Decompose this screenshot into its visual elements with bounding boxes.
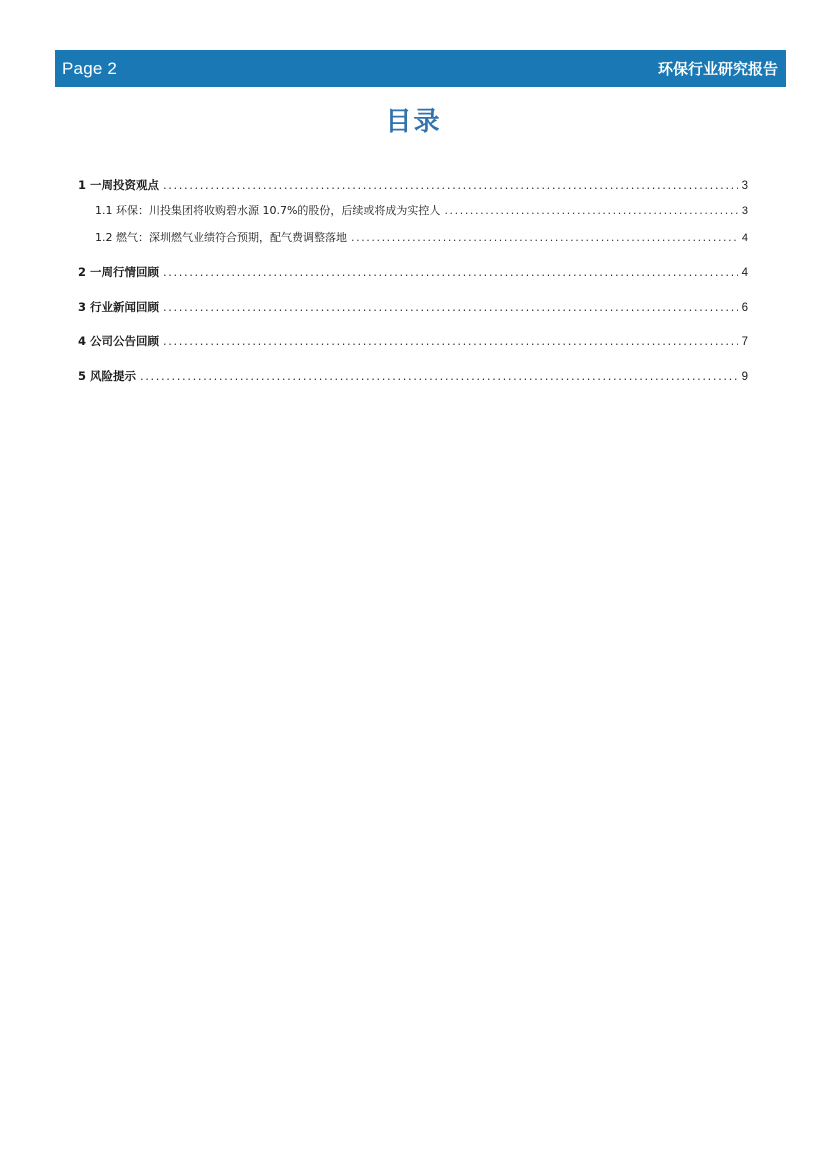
toc-dot-leader <box>351 229 738 247</box>
toc-entry-page: 3 <box>741 205 748 217</box>
toc-entry-page: 4 <box>741 232 748 244</box>
toc-entry-4[interactable] <box>78 332 748 350</box>
toc-entry-1-2[interactable] <box>95 229 748 247</box>
toc-dot-leader <box>140 367 738 385</box>
toc-dot-leader <box>444 202 737 220</box>
toc-entry-page: 6 <box>741 302 748 314</box>
toc-entry-title: 5 风险提示 <box>78 369 137 383</box>
toc-entry-title: 1.1 环保：川投集团将收购碧水源 10.7%的股份，后续或将成为实控人 <box>95 204 441 217</box>
toc-entry-page: 4 <box>741 267 748 279</box>
toc-entry-title: 4 公司公告回顾 <box>78 334 160 348</box>
toc-entry-title: 1.2 燃气：深圳燃气业绩符合预期，配气费调整落地 <box>95 231 347 244</box>
toc-entry-title: 1 一周投资观点 <box>78 178 160 192</box>
toc-entry-5[interactable] <box>78 367 748 385</box>
toc-entry-title: 3 行业新闻回顾 <box>78 300 160 314</box>
toc-dot-leader <box>163 263 738 281</box>
toc-entry-1-1[interactable] <box>95 202 748 220</box>
toc-dot-leader <box>163 176 738 194</box>
page-header-bar <box>55 50 786 87</box>
toc-entry-page: 7 <box>741 336 748 348</box>
toc-entry-3[interactable] <box>78 298 748 316</box>
toc-dot-leader <box>163 298 738 316</box>
toc-entry-2[interactable] <box>78 263 748 281</box>
toc-entry-page: 9 <box>741 371 748 383</box>
toc-entry-title: 2 一周行情回顾 <box>78 265 160 279</box>
toc-entry-page: 3 <box>741 180 748 192</box>
toc-heading: 目录 <box>385 107 442 137</box>
toc-dot-leader <box>163 332 738 350</box>
report-title: 环保行业研究报告 <box>657 60 778 78</box>
page-number-label: Page 2 <box>62 59 118 78</box>
toc-entry-1[interactable] <box>78 176 748 194</box>
